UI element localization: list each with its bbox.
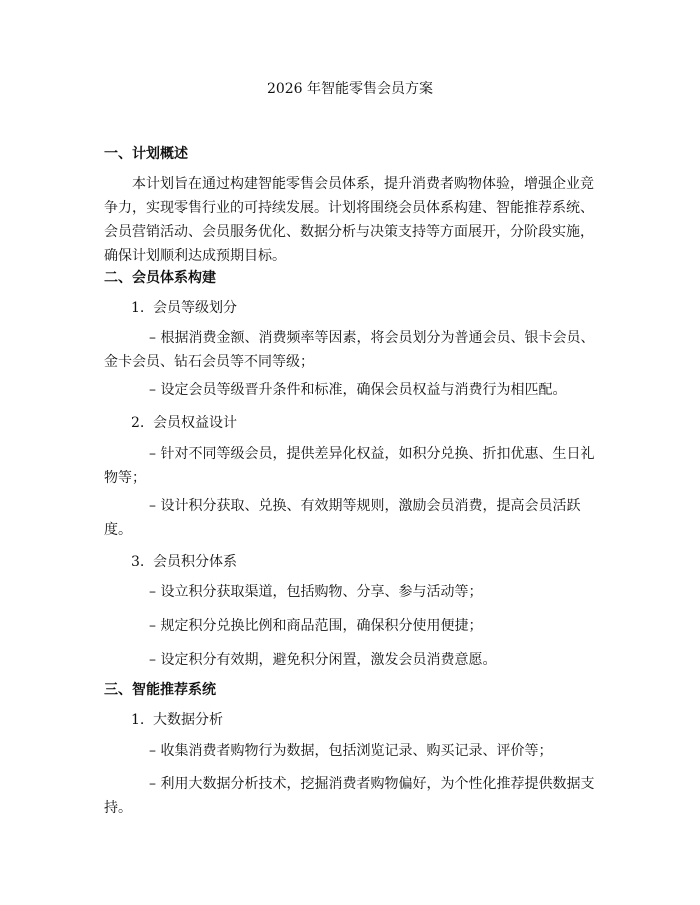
section-heading-overview: 一、计划概述	[104, 146, 188, 162]
section-heading-member-system: 二、会员体系构建	[104, 270, 216, 286]
bullet-item: – 根据消费金额、消费频率等因素，将会员划分为普通会员、银卡会员、金卡会员、钻石会员等不同等级；	[104, 330, 595, 370]
subsection-points-system	[131, 552, 237, 572]
subsection-number: 3.	[131, 554, 145, 570]
subsection-number: 1.	[131, 712, 145, 728]
subsection-number: 1.	[131, 300, 145, 316]
subsection-member-benefits	[131, 413, 237, 433]
subsection-label: 会员等级划分	[153, 300, 237, 316]
subsection-label: 大数据分析	[153, 712, 223, 728]
subsection-label: 会员积分体系	[153, 554, 237, 570]
bullet-item: – 针对不同等级会员，提供差异化权益，如积分兑换、折扣优惠、生日礼物等；	[104, 446, 595, 486]
bullet-item: – 设计积分获取、兑换、有效期等规则，激励会员消费，提高会员活跃度。	[104, 498, 581, 538]
bullet-item: – 规定积分兑换比例和商品范围，确保积分使用便捷；	[149, 618, 483, 634]
bullet-item: – 收集消费者购物行为数据，包括浏览记录、购买记录、评价等；	[149, 743, 553, 759]
section-body-overview: 本计划旨在通过构建智能零售会员体系，提升消费者购物体验，增强企业竞争力，实现零售行业的可持续发展。计划将围绕会员体系构建、智能推荐系统、会员营销活动、会员服务优化、数据分析与决策支持等方面展开，分阶段实施，确保计划顺利达成预期目标。	[104, 176, 594, 264]
bullet-item: – 设立积分获取渠道，包括购物、分享、参与活动等；	[149, 584, 483, 600]
subsection-member-levels	[131, 298, 237, 318]
section-heading-recommendation: 三、智能推荐系统	[104, 682, 216, 698]
bullet-item: – 利用大数据分析技术，挖掘消费者购物偏好，为个性化推荐提供数据支持。	[104, 776, 595, 816]
bullet-item: – 设定会员等级晋升条件和标准，确保会员权益与消费行为相匹配。	[149, 382, 567, 398]
document-title: 2026 年智能零售会员方案	[266, 81, 434, 97]
subsection-number: 2.	[131, 415, 145, 431]
bullet-item: – 设定积分有效期，避免积分闲置，激发会员消费意愿。	[149, 652, 497, 668]
subsection-label: 会员权益设计	[153, 415, 237, 431]
subsection-big-data	[131, 710, 223, 730]
